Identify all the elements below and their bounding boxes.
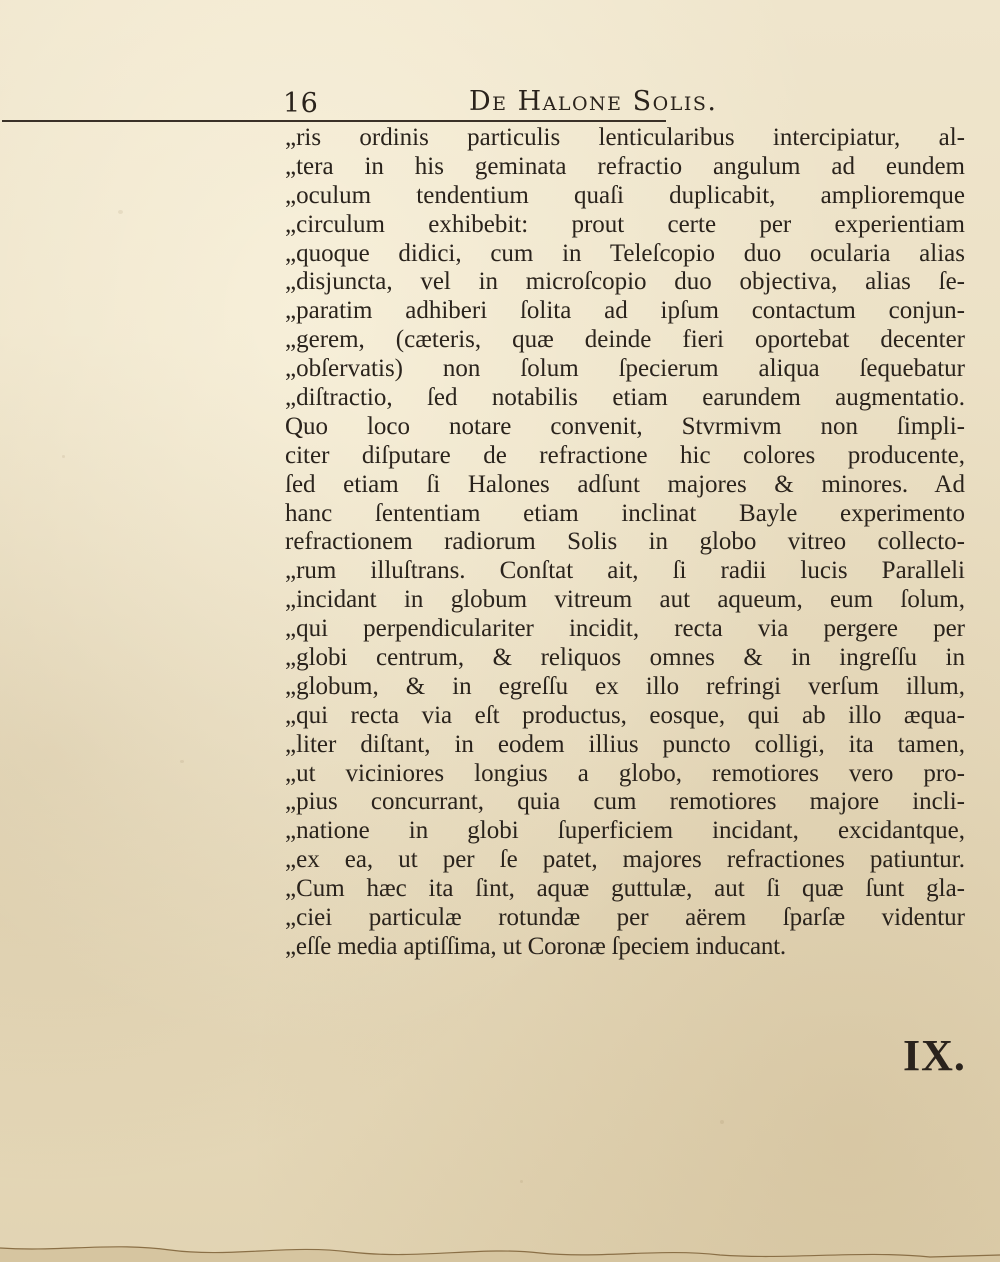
text-line: „rum illuſtrans. Conſtat ait, ſi radii lucis Paralleli (285, 557, 965, 585)
paper-foxing-spot (720, 1120, 724, 1124)
text-line: „incidant in globum vitreum aut aqueum, eum ſolum, (285, 586, 965, 614)
text-line: ſed etiam ſi Halones adſunt majores & minores. Ad (285, 470, 965, 498)
running-title: De Halone Solis. (469, 86, 718, 117)
text-line: „ris ordinis particulis lenticularibus intercipiatur, al- (285, 124, 965, 151)
text-line: citer diſputare de refractione hic colores producente, (285, 441, 965, 469)
text-line: hanc ſententiam etiam inclinat Bayle experimento (285, 499, 965, 527)
text-line: „eſſe media aptiſſima, ut Coronæ ſpeciem inducant. (285, 932, 786, 960)
text-line: „circulum exhibebit: prout certe per experientiam (285, 210, 965, 238)
text-line: „diſtractio, ſed notabilis etiam earundem augmentatio. (285, 384, 965, 412)
catchword: IX. (903, 1031, 966, 1080)
text-line: „qui recta via eſt productus, eosque, qui ab illo æqua- (285, 701, 965, 729)
paper-foxing-spot (180, 760, 184, 763)
paper-foxing-spot (520, 1180, 523, 1183)
text-line: „oculum tendentium quaſi duplicabit, amplioremque (285, 181, 965, 209)
text-line: „natione in globi ſuperficiem incidant, excidantque, (285, 817, 965, 845)
text-line: „paratim adhiberi ſolita ad ipſum contactum conjun- (285, 297, 965, 325)
text-line: „ut viciniores longius a globo, remotiores vero pro- (285, 759, 965, 787)
text-line: „quoque didici, cum in Teleſcopio duo ocularia alias (285, 239, 965, 267)
paper-foxing-spot (118, 210, 123, 214)
text-line: Quo loco notare convenit, Stvrmivm non ſimpli- (285, 412, 965, 440)
text-line: „ciei particulæ rotundæ per aërem ſparſæ videntur (285, 904, 965, 932)
page-header (283, 84, 955, 124)
text-line: „globi centrum, & reliquos omnes & in ingreſſu in (285, 644, 965, 672)
text-line: „qui perpendiculariter incidit, recta via pergere per (285, 615, 965, 643)
torn-bottom-edge (0, 1222, 1000, 1262)
text-line: „globum, & in egreſſu ex illo refringi verſum illum, (285, 672, 965, 700)
text-line: „obſervatis) non ſolum ſpecierum aliqua ſequebatur (285, 355, 965, 383)
text-line: „gerem, (cæteris, quæ deinde fieri oportebat decenter (285, 326, 965, 354)
text-line: „tera in his geminata refractio angulum ad eundem (285, 152, 965, 180)
page-number: 16 (283, 88, 319, 119)
text-line: „disjuncta, vel in microſcopio duo objectiva, alias ſe- (285, 268, 965, 296)
text-line: refractionem radiorum Solis in globo vitreo collecto- (285, 528, 965, 556)
text-line: „ex ea, ut per ſe patet, majores refractiones patiuntur. (285, 846, 965, 874)
text-line: „Cum hæc ita ſint, aquæ guttulæ, aut ſi quæ ſunt gla- (285, 875, 965, 903)
text-line: „pius concurrant, quia cum remotiores majore incli- (285, 788, 965, 816)
header-rule (2, 120, 666, 122)
paper-foxing-spot (62, 455, 65, 458)
text-line: „liter diſtant, in eodem illius puncto colligi, ita tamen, (285, 730, 965, 758)
body-text (285, 124, 965, 962)
